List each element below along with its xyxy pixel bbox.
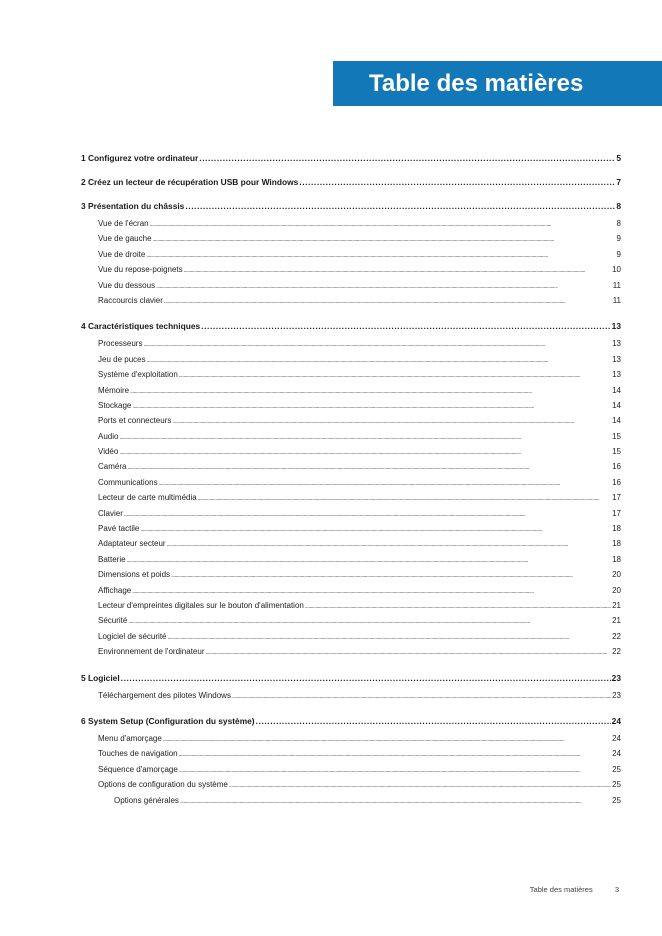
toc-section-entry[interactable] xyxy=(81,398,621,413)
toc-section-entry-title xyxy=(98,629,166,644)
page-number: 7 xyxy=(616,177,621,187)
entry-title-text: Raccourcis clavier xyxy=(98,295,163,305)
page-number: 17 xyxy=(612,508,621,518)
dot-leader xyxy=(205,646,611,661)
dot-leader xyxy=(232,690,611,705)
toc-section-entry[interactable] xyxy=(81,293,621,308)
toc-chapter xyxy=(81,152,621,164)
toc-chapter xyxy=(81,176,621,188)
entry-title-text: Sécurité xyxy=(98,616,128,626)
entry-title-text: Lecteur d'empreintes digitales sur le bouton d'alimentation xyxy=(98,600,304,610)
page-number: 22 xyxy=(612,631,621,641)
page-number: 13 xyxy=(612,354,621,364)
page-number: 23 xyxy=(611,672,621,683)
dot-leader xyxy=(127,461,611,476)
toc-section-entry-title xyxy=(98,598,304,613)
toc-section-entry-title xyxy=(98,731,162,746)
dot-leader xyxy=(121,672,611,684)
dot-leader xyxy=(229,779,611,794)
dot-leader xyxy=(180,795,611,810)
dot-leader xyxy=(305,600,611,615)
dot-leader xyxy=(256,715,611,727)
toc-section-entry[interactable] xyxy=(81,231,621,246)
page-number: 21 xyxy=(612,600,621,610)
entry-title-text: Options de configuration du système xyxy=(98,780,228,790)
toc-section-entry[interactable] xyxy=(81,262,621,277)
toc-chapter-entry-title xyxy=(81,176,298,188)
page-number: 14 xyxy=(612,400,621,410)
toc-section-entry[interactable] xyxy=(81,644,621,659)
page-number: 13 xyxy=(611,321,621,332)
entry-title-text: Options générales xyxy=(114,795,179,805)
page-title: Table des matières xyxy=(333,61,662,106)
dot-leader xyxy=(167,538,611,553)
dot-leader xyxy=(184,264,611,279)
page-number: 8 xyxy=(616,219,621,228)
toc-chapter-entry-title xyxy=(81,200,184,212)
toc-section-entry-title xyxy=(98,293,163,308)
toc-chapter-entry-title xyxy=(81,152,198,164)
toc-section-entry-title xyxy=(98,746,178,761)
page-number: 8 xyxy=(616,201,621,211)
entry-title-text: Menu d'amorçage xyxy=(98,733,162,743)
toc-section-entry-title xyxy=(98,475,158,490)
page-number: 11 xyxy=(612,295,621,305)
entry-title-text: Dimensions et poids xyxy=(98,570,171,580)
toc-section-entry[interactable] xyxy=(81,567,621,582)
toc-section-entry-title xyxy=(98,429,118,444)
toc-chapter-entry[interactable] xyxy=(81,176,621,188)
page-number: 17 xyxy=(612,493,621,503)
toc-section-entry-title xyxy=(98,777,228,792)
page-number: 18 xyxy=(612,524,621,534)
page-number: 9 xyxy=(616,249,621,259)
entry-title-text: Présentation du châssis xyxy=(88,201,185,211)
toc-section-entry-title xyxy=(98,231,152,246)
page-number: 16 xyxy=(612,462,621,472)
page-number: 10 xyxy=(612,265,621,275)
toc-section-entry[interactable] xyxy=(81,216,621,231)
toc-section-entry[interactable] xyxy=(81,278,621,293)
toc-section-entry-title xyxy=(98,613,127,628)
entry-title-text: Vue de l'écran xyxy=(98,219,149,228)
page-number: 15 xyxy=(612,447,621,457)
page-number: 24 xyxy=(612,749,621,759)
toc-section-entry[interactable] xyxy=(81,247,621,262)
page-number: 24 xyxy=(611,715,621,726)
entry-title-text: Vue de droite xyxy=(98,249,146,259)
dot-leader xyxy=(179,748,611,763)
chapter-number: 4 xyxy=(81,321,86,332)
dot-leader xyxy=(128,615,611,630)
page-number: 25 xyxy=(612,764,621,774)
toc-section-entry-title xyxy=(98,336,142,351)
dot-leader xyxy=(163,733,611,748)
toc-section-entry-title xyxy=(98,459,126,474)
dot-leader xyxy=(201,320,611,332)
entry-title-text: Téléchargement des pilotes Windows xyxy=(98,690,231,700)
toc-section-entry[interactable] xyxy=(81,552,621,567)
entry-title-text: Batterie xyxy=(98,554,126,564)
toc-section-entry[interactable] xyxy=(81,506,621,521)
toc-subsection-entry-title xyxy=(114,793,179,808)
page-number: 25 xyxy=(612,780,621,790)
toc-chapter xyxy=(81,672,621,703)
entry-title-text: Vidéo xyxy=(98,447,119,457)
toc-section-entry-title xyxy=(98,247,145,262)
toc-section-entry-title xyxy=(98,444,118,459)
entry-title-text: Adaptateur secteur xyxy=(98,539,166,549)
toc-section-entry-title xyxy=(98,352,146,367)
toc-section-entry[interactable] xyxy=(81,490,621,505)
page-number: 23 xyxy=(612,690,621,700)
page-number: 15 xyxy=(612,431,621,441)
dot-leader xyxy=(185,200,615,212)
dot-leader xyxy=(171,569,611,584)
toc-section-entry-title xyxy=(98,367,178,382)
dot-leader xyxy=(179,764,611,779)
entry-title-text: Processeurs xyxy=(98,339,143,349)
entry-title-text: Clavier xyxy=(98,508,123,518)
toc-section-entry[interactable] xyxy=(81,629,621,644)
toc-section-entry[interactable] xyxy=(81,367,621,382)
page-number: 13 xyxy=(612,339,621,349)
toc-section-entry[interactable] xyxy=(81,777,621,792)
entry-title-text: Touches de navigation xyxy=(98,749,178,759)
toc-section-entry[interactable] xyxy=(81,583,621,598)
dot-leader xyxy=(179,369,611,384)
chapter-number: 2 xyxy=(81,177,86,187)
toc-section-entry-title xyxy=(98,552,126,567)
toc-chapter-entry[interactable] xyxy=(81,715,621,727)
dot-leader xyxy=(164,295,612,310)
toc-chapter xyxy=(81,200,621,308)
page-number: 13 xyxy=(612,370,621,380)
chapter-number: 5 xyxy=(81,672,86,683)
dot-leader xyxy=(130,385,611,400)
entry-title-text: Audio xyxy=(98,431,119,441)
toc-section-entry-title xyxy=(98,413,171,428)
dot-leader xyxy=(159,477,612,492)
toc-section-entry[interactable] xyxy=(81,598,621,613)
toc-section-entry[interactable] xyxy=(81,429,621,444)
page-number: 11 xyxy=(612,280,621,290)
toc-section-entry[interactable] xyxy=(81,731,621,746)
toc-chapter-entry-title xyxy=(81,672,120,684)
entry-title-text: Logiciel de sécurité xyxy=(98,631,167,641)
toc-chapter-entry-title xyxy=(81,320,200,332)
page-number: 20 xyxy=(612,570,621,580)
entry-title-text: Caméra xyxy=(98,462,127,472)
toc-section-entry-title xyxy=(98,262,183,277)
toc-section-entry[interactable] xyxy=(81,613,621,628)
toc-section-entry[interactable] xyxy=(81,444,621,459)
toc-section-entry[interactable] xyxy=(81,536,621,551)
toc-chapter-entry[interactable] xyxy=(81,672,621,684)
entry-title-text: System Setup (Configuration du système) xyxy=(88,715,255,726)
toc-section-entry[interactable] xyxy=(81,475,621,490)
dot-leader xyxy=(143,338,611,353)
toc-section-entry-title xyxy=(98,506,123,521)
dot-leader xyxy=(198,492,611,507)
entry-title-text: Communications xyxy=(98,477,158,487)
page-number: 9 xyxy=(616,234,621,244)
page-number: 22 xyxy=(612,647,621,657)
toc-chapter-entry[interactable] xyxy=(81,200,621,212)
dot-leader xyxy=(119,431,611,446)
dot-leader xyxy=(132,400,611,415)
toc-section-entry[interactable] xyxy=(81,383,621,398)
dot-leader xyxy=(124,508,611,523)
dot-leader xyxy=(199,152,615,164)
dot-leader xyxy=(146,249,615,264)
toc-subsection-entry[interactable] xyxy=(81,793,621,808)
page-number: 18 xyxy=(612,554,621,564)
dot-leader xyxy=(119,446,611,461)
entry-title-text: Lecteur de carte multimédia xyxy=(98,493,197,503)
entry-title-text: Séquence d'amorçage xyxy=(98,764,178,774)
page-number: 14 xyxy=(612,385,621,395)
dot-leader xyxy=(172,415,611,430)
toc-section-entry[interactable] xyxy=(81,413,621,428)
entry-title-text: Créez un lecteur de récupération USB pour Windows xyxy=(88,177,299,187)
toc-section-entry-title xyxy=(98,521,139,536)
toc-chapter-entry-title xyxy=(81,715,255,727)
page-number: 16 xyxy=(612,477,621,487)
entry-title-text: Stockage xyxy=(98,400,132,410)
entry-title-text: Affichage xyxy=(98,585,132,595)
toc-section-entry[interactable] xyxy=(81,746,621,761)
page-number: 21 xyxy=(612,616,621,626)
toc-section-entry-title xyxy=(98,490,197,505)
toc-chapter-entry[interactable] xyxy=(81,152,621,164)
toc-section-entry-title xyxy=(98,398,131,413)
entry-title-text: Vue du repose-poignets xyxy=(98,265,183,275)
toc-section-entry-title xyxy=(98,216,149,231)
entry-title-text: Mémoire xyxy=(98,385,130,395)
toc-section-entry[interactable] xyxy=(81,352,621,367)
page-number: 25 xyxy=(612,795,621,805)
page-number: 5 xyxy=(616,153,621,163)
toc-section-entry[interactable] xyxy=(81,459,621,474)
toc-section-entry-title xyxy=(98,762,178,777)
entry-title-text: Ports et connecteurs xyxy=(98,416,172,426)
chapter-number: 6 xyxy=(81,715,86,726)
page-number: 24 xyxy=(612,733,621,743)
dot-leader xyxy=(153,233,616,248)
toc-chapter-entry[interactable] xyxy=(81,320,621,332)
entry-title-text: Pavé tactile xyxy=(98,524,140,534)
footer-page-number: 3 xyxy=(614,885,619,894)
page-number: 14 xyxy=(612,416,621,426)
entry-title-text: Vue de gauche xyxy=(98,234,152,244)
footer-label: Table des matières xyxy=(529,885,593,894)
dot-leader xyxy=(299,176,615,188)
toc-section-entry-title xyxy=(98,278,155,293)
toc-section-entry-title xyxy=(98,536,166,551)
toc-section-entry[interactable] xyxy=(81,521,621,536)
toc-section-entry[interactable] xyxy=(81,762,621,777)
toc-section-entry-title xyxy=(98,383,129,398)
chapter-number: 3 xyxy=(81,201,86,211)
toc-section-entry-title xyxy=(98,583,131,598)
dot-leader xyxy=(167,631,611,646)
toc-section-entry-title xyxy=(98,644,204,659)
entry-title-text: Caractéristiques techniques xyxy=(88,321,201,332)
entry-title-text: Configurez votre ordinateur xyxy=(88,153,199,163)
dot-leader xyxy=(127,554,612,569)
dot-leader xyxy=(150,218,616,233)
page-number: 20 xyxy=(612,585,621,595)
toc-section-entry-title xyxy=(98,688,231,703)
toc-chapter xyxy=(81,715,621,808)
toc-section-entry[interactable] xyxy=(81,688,621,703)
toc-chapter xyxy=(81,320,621,659)
dot-leader xyxy=(156,280,612,295)
page-number: 18 xyxy=(612,539,621,549)
dot-leader xyxy=(140,523,611,538)
toc-section-entry[interactable] xyxy=(81,336,621,351)
entry-title-text: Jeu de puces xyxy=(98,354,146,364)
page-footer xyxy=(530,885,619,894)
dot-leader xyxy=(147,354,612,369)
table-of-contents xyxy=(81,152,621,820)
entry-title-text: Vue du dessous xyxy=(98,280,156,290)
entry-title-text: Système d'exploitation xyxy=(98,370,178,380)
entry-title-text: Logiciel xyxy=(88,672,120,683)
entry-title-text: Environnement de l'ordinateur xyxy=(98,647,205,657)
chapter-number: 1 xyxy=(81,153,86,163)
toc-section-entry-title xyxy=(98,567,170,582)
